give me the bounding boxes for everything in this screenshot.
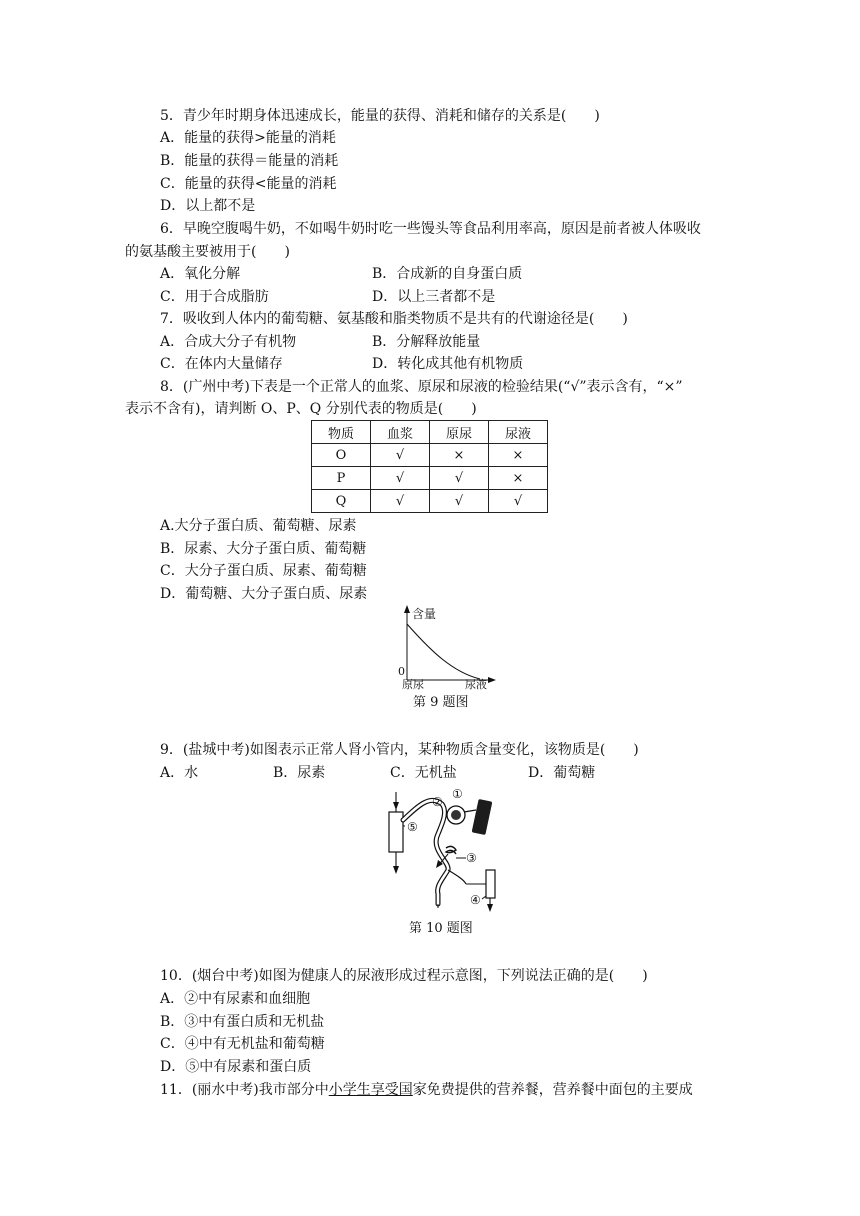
q7-option-d: D．转化成其他有机物质 (372, 356, 524, 372)
q11-prefix: 11．(丽水中考)我市部分中 (160, 1082, 329, 1098)
down-arrow-icon (393, 866, 399, 874)
question-8-stem-line2: 表示不含有)，请判断 O、P、Q 分别代表的物质是( ) (125, 401, 477, 417)
x-end-label: 尿液 (465, 678, 487, 690)
y-axis-label: 含量 (412, 607, 437, 621)
label-3: ③ (466, 851, 477, 865)
q6-option-b: B．合成新的自身蛋白质 (372, 266, 523, 282)
table-cell: √ (430, 490, 489, 513)
q10-option-a: A．②中有尿素和血细胞 (160, 991, 311, 1007)
question-11-stem (160, 1080, 693, 1100)
table-cell: × (430, 444, 489, 467)
table-row (312, 467, 548, 490)
loop-to-duct (448, 870, 466, 884)
table-cell: √ (430, 467, 489, 490)
q11-suffix: 家免费提供的营养餐，营养餐中面包的主要成 (412, 1082, 693, 1098)
label-2: ② (432, 795, 443, 809)
down-arrow-icon (393, 802, 399, 810)
label-5: ⑤ (407, 820, 418, 834)
origin-label: 0 (398, 665, 405, 678)
q10-option-b: B．③中有蛋白质和无机盐 (160, 1014, 325, 1030)
table-header-cell: 物质 (312, 421, 371, 444)
y-axis-arrow-icon (404, 605, 410, 613)
question-7-stem: 7．吸收到人体内的葡萄糖、氨基酸和脂类物质不是共有的代谢途径是( ) (160, 311, 628, 327)
table-row (312, 444, 548, 467)
q6-option-d: D．以上三者都不是 (372, 289, 496, 305)
q5-option-d: D．以上都不是 (160, 198, 256, 214)
q9-option-c: C．无机盐 (390, 765, 457, 781)
capillary-coil (446, 846, 456, 854)
question-8-stem-line1: 8．(广州中考)下表是一个正常人的血浆、原尿和尿液的检验结果(“√”表示含有，“×” (160, 379, 683, 395)
down-arrow-icon (487, 904, 493, 912)
collecting-vessel (389, 812, 403, 852)
collecting-duct (486, 870, 495, 898)
table-cell: √ (371, 444, 430, 467)
q10-option-d: D．⑤中有尿素和蛋白质 (160, 1059, 312, 1075)
q8-option-a: A.大分子蛋白质、葡萄糖、尿素 (160, 518, 357, 534)
table-header-row (312, 421, 548, 444)
q8-data-table (311, 420, 548, 513)
question-10-stem: 10．(烟台中考)如图为健康人的尿液形成过程示意图，下列说法正确的是( ) (160, 968, 648, 984)
table-header-cell: 尿液 (489, 421, 548, 444)
q9-option-d: D．葡萄糖 (528, 765, 596, 781)
table-header-cell: 血浆 (371, 421, 430, 444)
q7-option-c: C．在体内大量储存 (160, 356, 283, 372)
table-cell: Q (312, 490, 371, 513)
x-start-label: 原尿 (402, 678, 424, 690)
figure-9-graph (392, 604, 502, 690)
x-axis-arrow-icon (488, 677, 496, 683)
label-1: ① (452, 788, 463, 801)
label-4: ④ (470, 893, 481, 907)
table-cell: O (312, 444, 371, 467)
figure-10-nephron-diagram (378, 788, 500, 914)
question-5-stem: 5．青少年时期身体迅速成长，能量的获得、消耗和储存的关系是( ) (160, 108, 600, 124)
q9-option-b: B．尿素 (273, 765, 326, 781)
q8-option-c: C．大分子蛋白质、尿素、葡萄糖 (160, 563, 367, 579)
q7-option-a: A．合成大分子有机物 (160, 334, 297, 350)
q5-option-b: B．能量的获得＝能量的消耗 (160, 153, 339, 169)
q11-underlined-text: 小学生享受国 (328, 1082, 413, 1098)
content-curve (407, 624, 480, 679)
question-6-stem-line1: 6．早晚空腹喝牛奶，不如喝牛奶时吃一些馒头等食品利用率高，原因是前者被人体吸收 (160, 221, 701, 237)
q5-option-c: C．能量的获得<能量的消耗 (160, 176, 337, 192)
q6-option-c: C．用于合成脂肪 (160, 289, 269, 305)
table-cell: √ (371, 490, 430, 513)
question-6-stem-line2: 的氨基酸主要被用于( ) (125, 244, 290, 260)
q7-option-b: B．分解释放能量 (372, 334, 481, 350)
figure-9-caption: 第 9 题图 (413, 695, 469, 710)
table-header-cell: 原尿 (430, 421, 489, 444)
leader-line (482, 896, 486, 899)
table-cell: × (489, 444, 548, 467)
q10-option-c: C．④中有无机盐和葡萄糖 (160, 1036, 325, 1052)
q6-option-a: A．氧化分解 (160, 266, 241, 282)
q5-option-a: A．能量的获得>能量的消耗 (160, 130, 336, 146)
question-9-stem: 9．(盐城中考)如图表示正常人肾小管内，某种物质含量变化，该物质是( ) (160, 742, 639, 758)
table-cell: √ (371, 467, 430, 490)
q8-option-d: D．葡萄糖、大分子蛋白质、尿素 (160, 586, 368, 602)
table-row (312, 490, 548, 513)
renal-tubule (403, 800, 448, 904)
table-cell: P (312, 467, 371, 490)
figure-10-caption: 第 10 题图 (409, 921, 473, 936)
table-cell: × (489, 467, 548, 490)
q8-option-b: B．尿素、大分子蛋白质、葡萄糖 (160, 541, 367, 557)
glomerulus (451, 810, 461, 820)
table-cell: √ (489, 490, 548, 513)
blood-vessel-block (472, 799, 493, 835)
q9-option-a: A．水 (160, 765, 199, 781)
afferent-vessel (464, 810, 476, 812)
